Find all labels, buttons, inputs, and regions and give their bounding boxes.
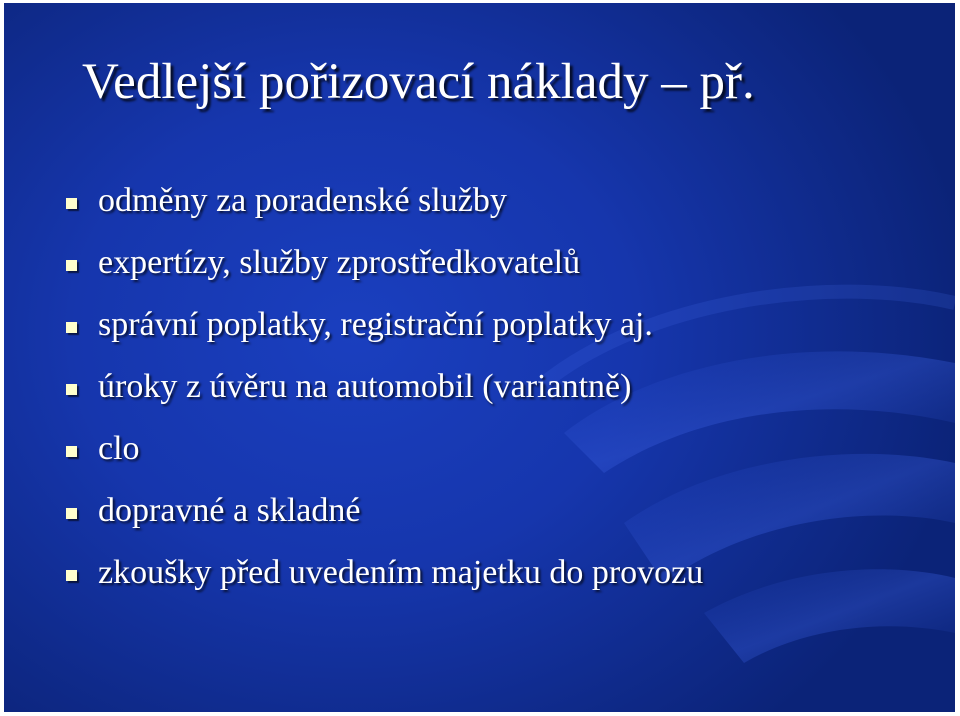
bullet-text: úroky z úvěru na automobil (variantně)	[98, 368, 632, 405]
square-bullet-icon	[66, 260, 77, 271]
square-bullet-icon	[66, 570, 77, 581]
bullet-text: správní poplatky, registrační poplatky aj.	[98, 306, 653, 343]
bullet-text: clo	[98, 430, 140, 467]
bullet-text: odměny za poradenské služby	[98, 182, 507, 219]
square-bullet-icon	[66, 446, 77, 457]
bullet-text: dopravné a skladné	[98, 492, 361, 529]
square-bullet-icon	[66, 198, 77, 209]
bullet-text: zkoušky před uvedením majetku do provozu	[98, 554, 704, 591]
slide	[4, 3, 955, 712]
square-bullet-icon	[66, 384, 77, 395]
slide-title: Vedlejší pořizovací náklady – př.	[82, 54, 755, 110]
square-bullet-icon	[66, 322, 77, 333]
square-bullet-icon	[66, 508, 77, 519]
bullet-text: expertízy, služby zprostředkovatelů	[98, 244, 581, 281]
